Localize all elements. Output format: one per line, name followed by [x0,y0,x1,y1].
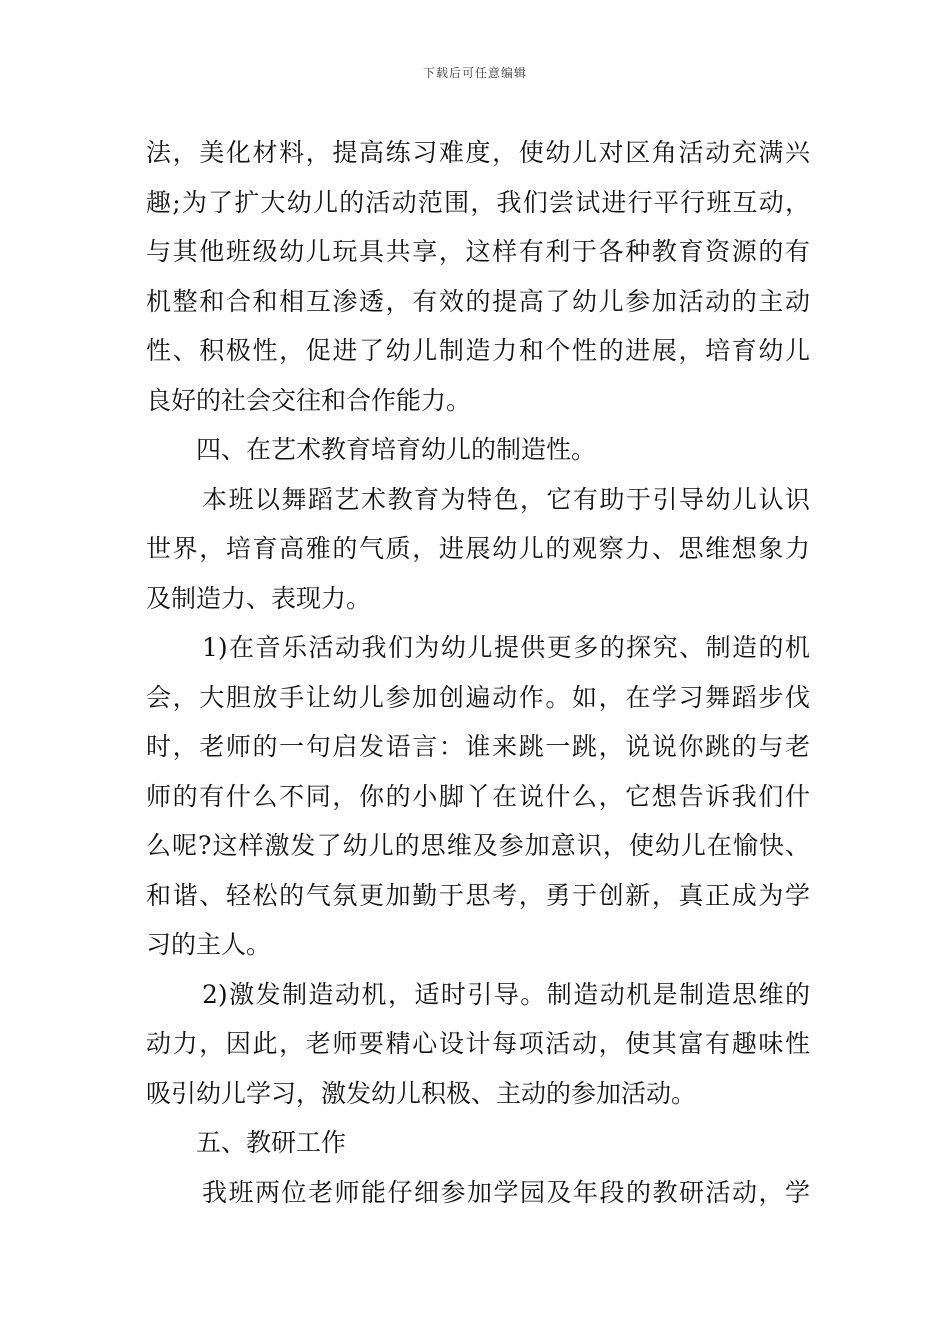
text-line: 时，老师的一句启发语言：谁来跳一跳，说说你跳的与老 [146,732,810,761]
text-line: 会，大胆放手让幼儿参加创遍动作。如，在学习舞蹈步伐 [146,682,810,712]
text-line: 习的主人。 [146,930,272,959]
section-heading: 五、教研工作 [196,1128,347,1157]
text-line: 性、积极性，促进了幼儿制造力和个性的进展，培育幼儿 [146,336,810,365]
text-line: 法，美化材料，提高练习难度，使幼儿对区角活动充满兴 [146,138,810,167]
text-line: 机整和合和相互渗透，有效的提高了幼儿参加活动的主动 [146,286,810,316]
page-header: 下载后可任意编辑 [422,66,527,80]
text-line: 本班以舞蹈艺术教育为特色，它有助于引导幼儿认识 [202,484,810,514]
text-line: 师的有什么不同，你的小脚丫在说什么，它想告诉我们什 [146,781,810,811]
text-line: 1)在音乐活动我们为幼儿提供更多的探究、制造的机 [202,633,810,662]
text-line: 世界，培育高雅的气质，进展幼儿的观察力、思维想象力 [146,534,810,563]
text-line: 动力，因此，老师要精心设计每项活动，使其富有趣味性 [146,1029,810,1058]
section-heading: 四、在艺术教育培育幼儿的制造性。 [196,435,597,464]
text-line: 2)激发制造动机，适时引导。制造动机是制造思维的 [202,979,810,1009]
text-line: 么呢?这样激发了幼儿的思维及参加意识，使幼儿在愉快、 [146,831,810,860]
text-line: 和谐、轻松的气氛更加勤于思考，勇于创新，真正成为学 [146,880,810,910]
text-line: 我班两位老师能仔细参加学园及年段的教研活动，学 [202,1177,810,1207]
text-line: 及制造力、表现力。 [146,583,372,613]
text-line: 与其他班级幼儿玩具共享，这样有利于各种教育资源的有 [146,237,810,266]
text-line: 良好的社会交往和合作能力。 [146,385,472,415]
text-line: 吸引幼儿学习，激发幼儿积极、主动的参加活动。 [146,1078,697,1108]
text-line: 趣;为了扩大幼儿的活动范围，我们尝试进行平行班互动， [146,187,810,217]
body-text [146,128,810,1217]
